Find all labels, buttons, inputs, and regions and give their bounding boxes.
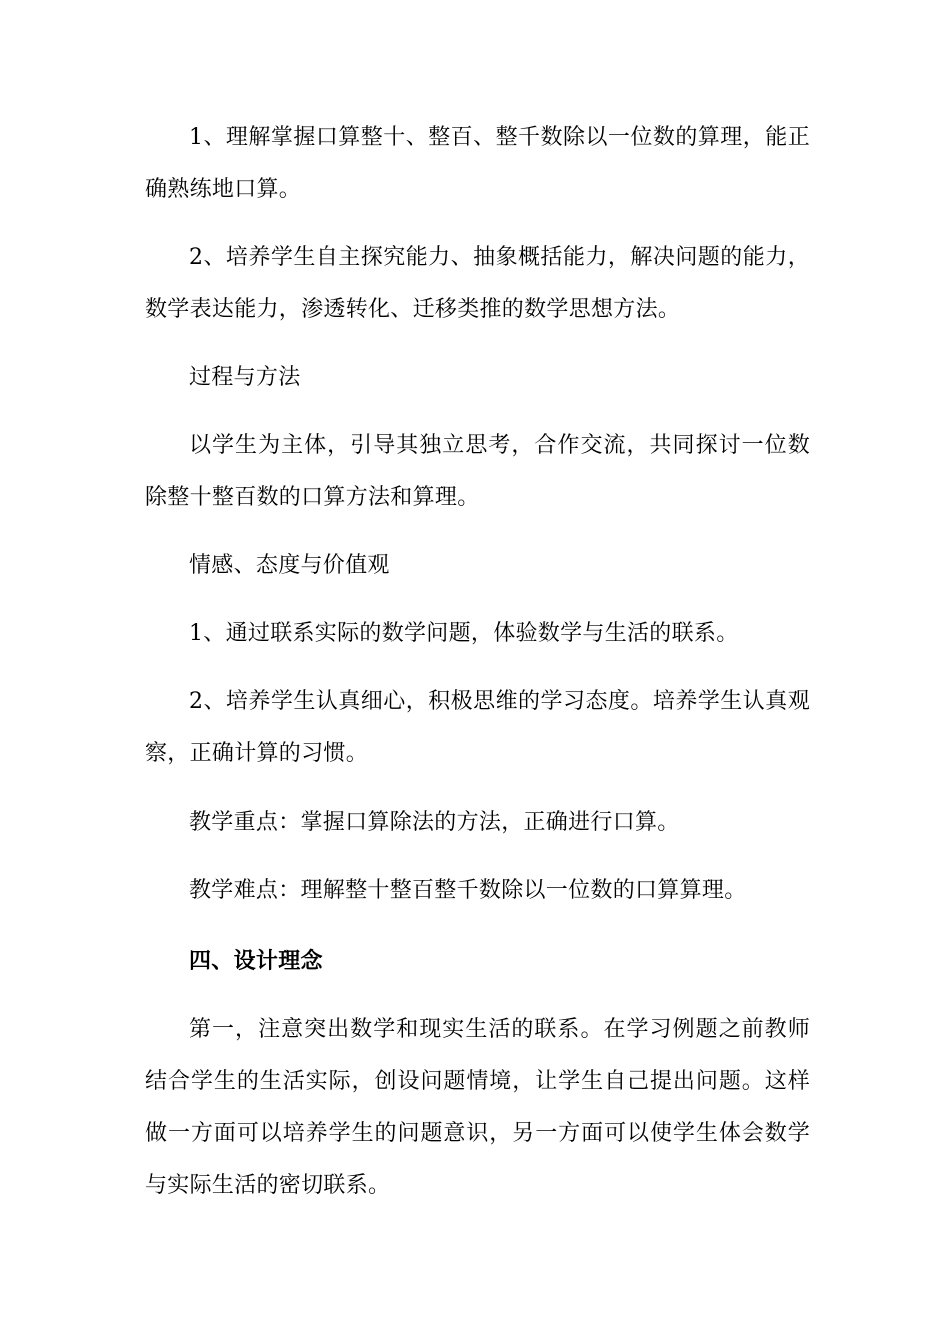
paragraph-objective-1: 1、理解掌握口算整十、整百、整千数除以一位数的算理，能正确熟练地口算。 xyxy=(145,125,810,202)
paragraph-process-method: 以学生为主体，引导其独立思考，合作交流，共同探讨一位数除整十整百数的口算方法和算理。 xyxy=(145,433,810,510)
paragraph-emotion-1: 1、通过联系实际的数学问题，体验数学与生活的联系。 xyxy=(189,621,739,646)
section-label-emotion-values: 情感、态度与价值观 xyxy=(189,553,390,578)
paragraph-design-concept-1: 第一，注意突出数学和现实生活的联系。在学习例题之前教师结合学生的生活实际，创设问题情境，让学生自己提出问题。这样做一方面可以培养学生的问题意识，另一方面可以使学生体会数学与实际生活的密切联系。 xyxy=(145,1017,810,1198)
paragraph-emotion-2: 2、培养学生认真细心，积极思维的学习态度。培养学生认真观察，正确计算的习惯。 xyxy=(145,689,810,766)
paragraph-objective-2: 2、培养学生自主探究能力、抽象概括能力，解决问题的能力，数学表达能力，渗透转化、迁移类推的数学思想方法。 xyxy=(145,245,810,322)
section-heading-design-concept: 四、设计理念 xyxy=(189,948,323,974)
paragraph-teaching-focus: 教学重点：掌握口算除法的方法，正确进行口算。 xyxy=(189,810,680,835)
paragraph-teaching-difficulty: 教学难点：理解整十整百整千数除以一位数的口算算理。 xyxy=(189,878,747,903)
section-label-process-method: 过程与方法 xyxy=(189,365,301,390)
